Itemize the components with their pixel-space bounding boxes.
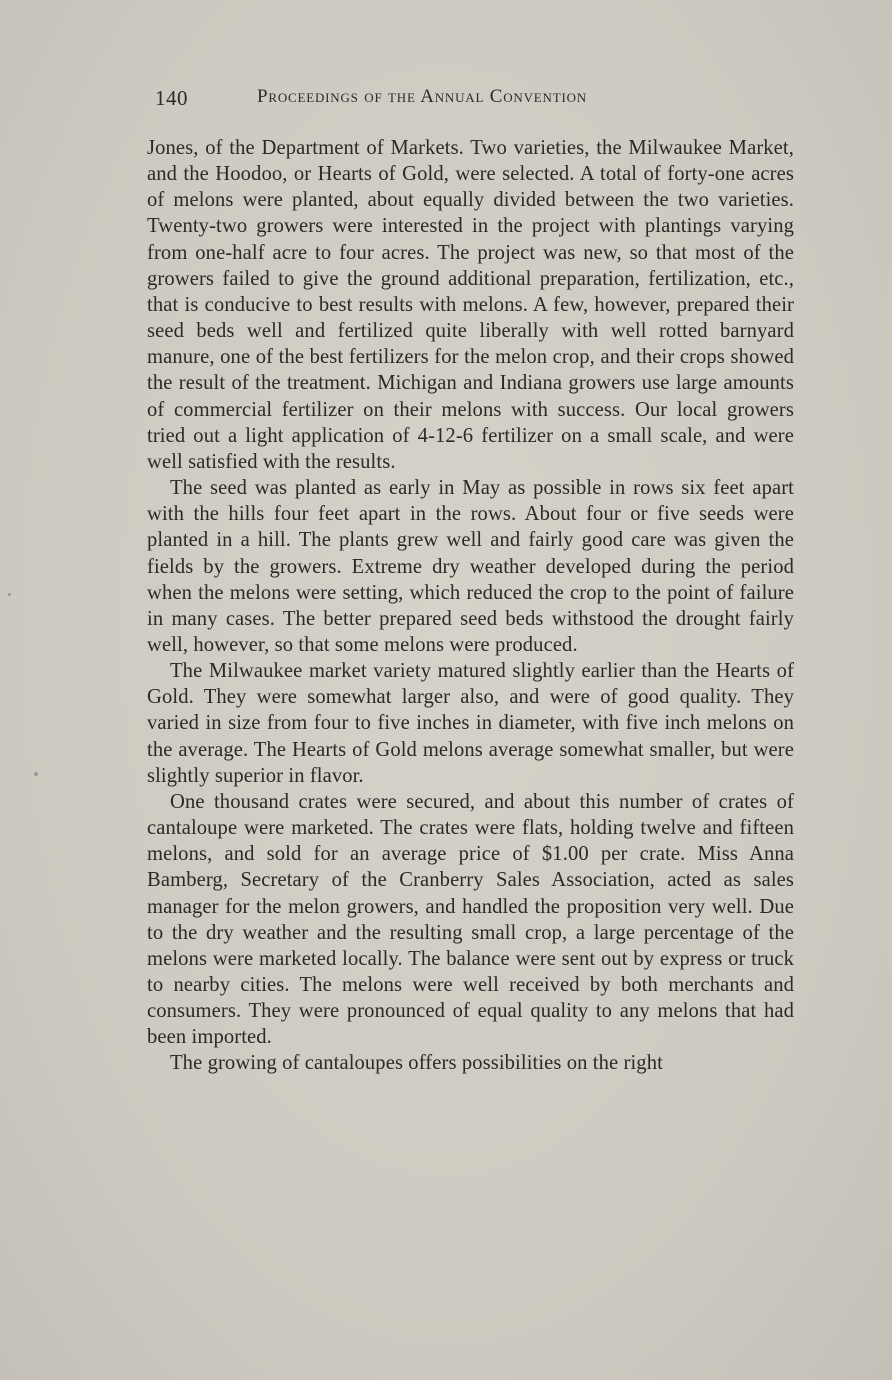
body-text bbox=[147, 135, 794, 1077]
page-header bbox=[155, 86, 795, 116]
running-head: Proceedings of the Annual Convention bbox=[257, 86, 587, 107]
paragraph-4: One thousand crates were secured, and about this number of crates of cantaloupe were marketed. The crates were flats, holding twelve and fifteen melons, and sold for an average price of $1.00 per crate. Miss Anna Bamberg, Secretary of the Cranberry Sales Association, acted as sales manager for the melon growers, and handled the proposition very well. Due to the dry weather and the resulting small crop, a large percentage of the melons were marketed locally. The balance were sent out by express or truck to nearby cities. The melons were well received by both merchants and consumers. They were pronounced of equal quality to any melons that had been imported. bbox=[147, 790, 794, 1049]
paragraph-2: The seed was planted as early in May as possible in rows six feet apart with the hills four feet apart in the rows. About four or five seeds were planted in a hill. The plants grew well and fairly good care was given the fields by the growers. Extreme dry weather developed during the period when the melons were setting, which reduced the crop to the point of failure in many cases. The better prepared seed beds withstood the drought fairly well, however, so that some melons were produced. bbox=[147, 477, 794, 656]
paper-speck bbox=[8, 593, 11, 596]
page-number: 140 bbox=[155, 86, 188, 110]
paper-speck bbox=[34, 772, 38, 776]
paragraph-3: The Milwaukee market variety matured slightly earlier than the Hearts of Gold. They were somewhat larger also, and were of good quality. They varied in size from four to five inches in diameter, with five inch melons on the average. The Hearts of Gold melons average somewhat smaller, but were slightly superior in flavor. bbox=[147, 660, 794, 787]
paragraph-5: The growing of cantaloupes offers possibilities on the right bbox=[170, 1052, 663, 1075]
paragraph-1: Jones, of the Department of Markets. Two varieties, the Milwaukee Market, and the Hoodoo, or Hearts of Gold, were selected. A total of forty-one acres of melons were planted, about equally divided between the two varieties. Twenty-two growers were interested in the project with plantings varying from one-half acre to four acres. The project was new, so that most of the growers failed to give the ground additional preparation, fertilization, etc., that is conducive to best results with melons. A few, however, prepared their seed beds well and fertilized quite liberally with well rotted barnyard manure, one of the best fertilizers for the melon crop, and their crops showed the result of the treatment. Michigan and Indiana growers use large amounts of commercial fertilizer on their melons with success. Our local growers tried out a light application of 4-12-6 fertilizer on a small scale, and were well satisfied with the results. bbox=[147, 137, 794, 473]
